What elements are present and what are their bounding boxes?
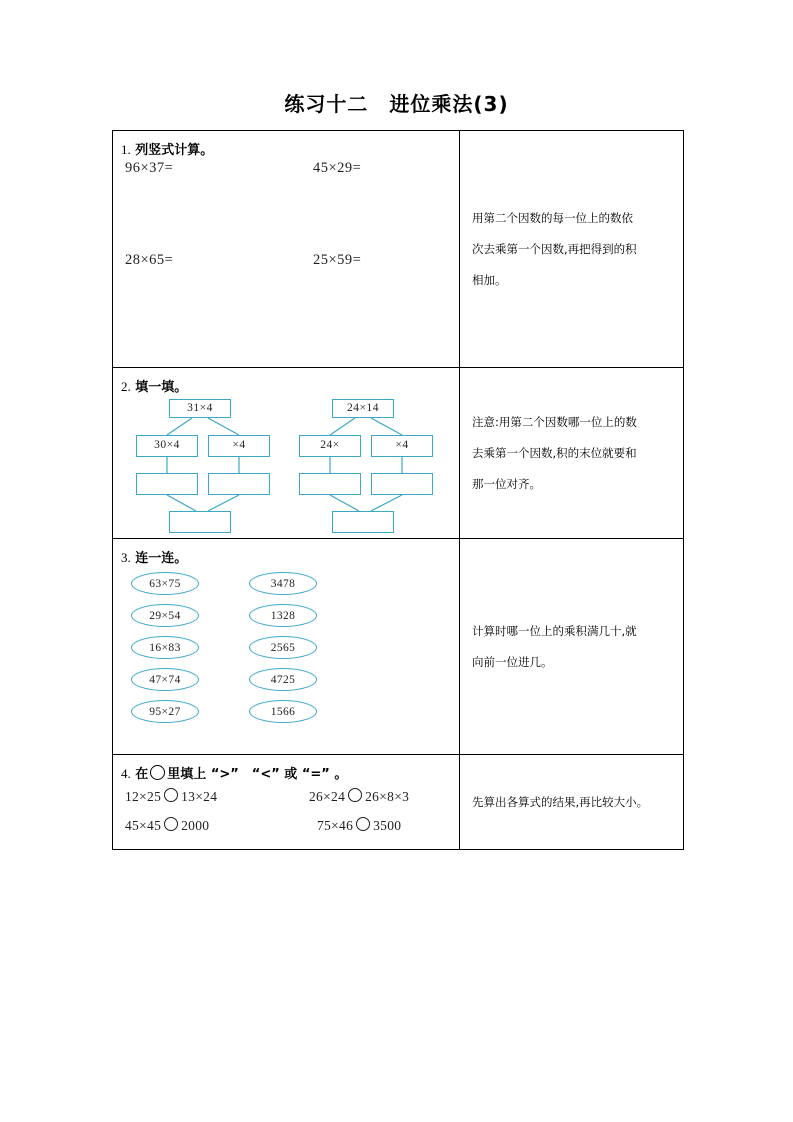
expression-oval[interactable]: 16×83 [131, 636, 199, 659]
question-1-row-1 [121, 160, 459, 252]
calc-problem-45x29: 45×29= [313, 160, 362, 176]
comparison-item [125, 788, 217, 805]
tree-2-result-right-box[interactable] [371, 473, 433, 495]
question-1-cell [113, 131, 460, 368]
question-4-heading [121, 763, 459, 782]
tree-2-mid-right-box[interactable]: ×4 [371, 435, 433, 457]
comparison-right: 26×8×3 [365, 789, 410, 804]
question-3-heading [121, 547, 459, 566]
question-3-number: 3. [121, 550, 131, 565]
tip-line: 计算时哪一位上的乘积满几十,就 [472, 623, 637, 638]
tree-1-top-box: 31×4 [169, 399, 231, 418]
tree-diagram-2 [299, 399, 459, 537]
tree-2-mid-left-box[interactable]: 24× [299, 435, 361, 457]
answer-oval[interactable]: 2565 [249, 636, 317, 659]
tree-diagram-1 [136, 399, 296, 537]
tree-2-result-left-box[interactable] [299, 473, 361, 495]
tree-1-mid-left-box: 30×4 [136, 435, 198, 457]
tip-line: 向前一位进几。 [472, 654, 553, 669]
tip-line: 用第二个因数的每一位上的数依 [472, 210, 633, 225]
expression-oval[interactable]: 29×54 [131, 604, 199, 627]
question-1-tip-cell [460, 131, 684, 368]
tip-line: 去乘第一个因数,积的末位就要和 [472, 445, 637, 460]
question-4-tip-cell [460, 755, 684, 850]
table-row-question-3 [113, 539, 684, 755]
tip-line: 次去乘第一个因数,再把得到的积 [472, 241, 637, 256]
question-4-tip [460, 755, 683, 849]
question-1-heading [121, 139, 459, 158]
question-3-tip [460, 539, 683, 754]
question-2-tip-cell [460, 368, 684, 539]
table-row-question-1 [113, 131, 684, 368]
comparison-left: 12×25 [125, 789, 162, 804]
question-2-title: 填一填。 [135, 380, 188, 395]
question-1-title: 列竖式计算。 [135, 143, 214, 158]
question-3-tip-cell [460, 539, 684, 755]
question-2-cell [113, 368, 460, 539]
question-3-cell [113, 539, 460, 755]
answer-circle[interactable] [356, 817, 370, 831]
question-4-title-prefix: 在 [135, 767, 149, 782]
comparison-left: 45×45 [125, 818, 162, 833]
answer-oval[interactable]: 1328 [249, 604, 317, 627]
question-1-number: 1. [121, 142, 131, 157]
answer-oval[interactable]: 3478 [249, 572, 317, 595]
tip-line: 注意:用第二个因数哪一位上的数 [472, 414, 637, 429]
question-2-heading [121, 376, 459, 395]
tree-1-result-left-box[interactable] [136, 473, 198, 495]
answer-circle[interactable] [164, 817, 178, 831]
expression-oval[interactable]: 47×74 [131, 668, 199, 691]
circle-icon [150, 765, 165, 780]
comparison-right: 13×24 [181, 789, 218, 804]
table-row-question-2 [113, 368, 684, 539]
tree-1-bottom-box[interactable] [169, 511, 231, 533]
worksheet-table [112, 130, 684, 850]
table-row-question-4 [113, 755, 684, 850]
comparison-problems [121, 784, 459, 846]
question-4-title-suffix: 里填上 “>” “<” 或 “=” 。 [167, 767, 348, 782]
tree-2-top-box: 24×14 [332, 399, 394, 418]
calc-problem-96x37: 96×37= [125, 160, 174, 176]
comparison-item [309, 788, 409, 805]
tree-2-bottom-box[interactable] [332, 511, 394, 533]
question-2-tip [460, 368, 683, 538]
question-1-row-2 [121, 252, 459, 344]
tree-1-mid-right-box[interactable]: ×4 [208, 435, 270, 457]
comparison-item [317, 817, 401, 834]
question-1-tip [460, 131, 683, 367]
question-4-cell [113, 755, 460, 850]
comparison-left: 26×24 [309, 789, 346, 804]
answer-circle[interactable] [164, 788, 178, 802]
tree-1-result-right-box[interactable] [208, 473, 270, 495]
tip-line: 那一位对齐。 [472, 476, 541, 491]
comparison-item [125, 817, 209, 834]
answer-oval[interactable]: 4725 [249, 668, 317, 691]
tip-line: 相加。 [472, 272, 507, 287]
expression-oval[interactable]: 95×27 [131, 700, 199, 723]
comparison-right: 3500 [373, 818, 402, 833]
answer-oval[interactable]: 1566 [249, 700, 317, 723]
fill-in-trees [121, 399, 459, 539]
matching-ovals [121, 570, 459, 760]
answer-circle[interactable] [348, 788, 362, 802]
question-4-number: 4. [121, 766, 131, 781]
page-title: 练习十二 进位乘法(3) [284, 92, 509, 116]
comparison-left: 75×46 [317, 818, 354, 833]
question-2-number: 2. [121, 379, 131, 394]
calc-problem-25x59: 25×59= [313, 252, 362, 268]
expression-oval[interactable]: 63×75 [131, 572, 199, 595]
question-3-title: 连一连。 [135, 551, 188, 566]
comparison-right: 2000 [181, 818, 210, 833]
calc-problem-28x65: 28×65= [125, 252, 174, 268]
tip-line: 先算出各算式的结果,再比较大小。 [472, 794, 649, 809]
